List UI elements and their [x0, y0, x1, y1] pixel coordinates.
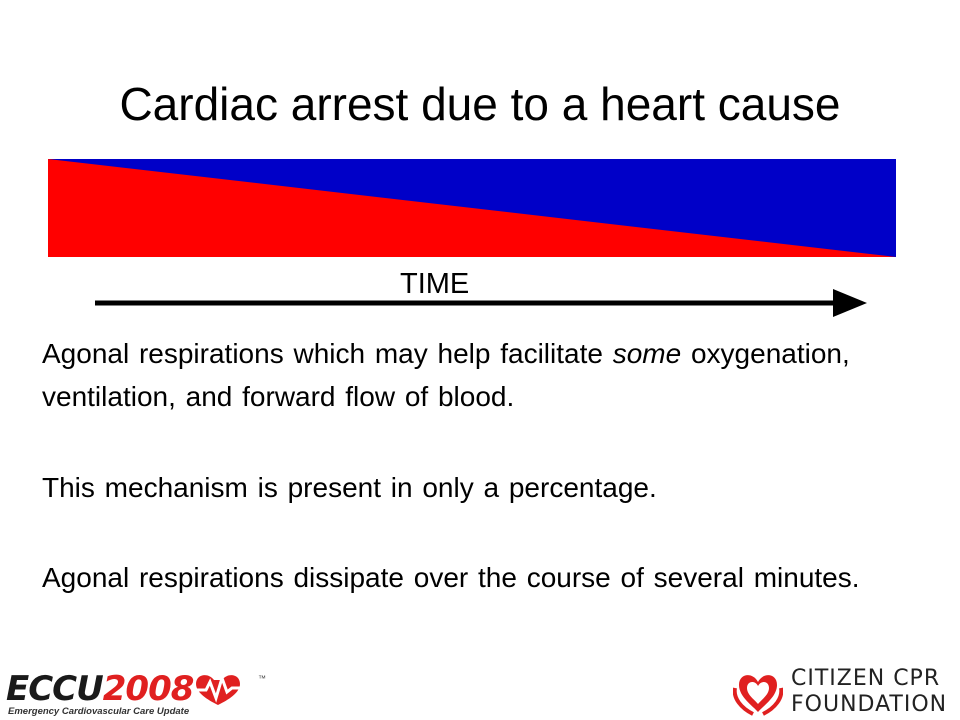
p1-text-b: oxygenation, ventilation, and forward flow of blood. — [42, 338, 850, 412]
eccu-2008-logo — [6, 670, 272, 720]
eccu-text: ECCU — [6, 669, 103, 709]
eccu-tagline: Emergency Cardiovascular Care Update — [8, 706, 190, 717]
red-blue-time-bar — [48, 159, 896, 257]
p1-text-a: Agonal respirations which may help facilitate — [42, 338, 613, 369]
p1-emphasis: some — [612, 338, 682, 369]
agonal-respirations-paragraph — [42, 332, 922, 418]
heart-pulse-icon — [192, 672, 260, 706]
time-label: TIME — [400, 268, 470, 300]
citizen-cpr-text: CITIZEN CPR — [791, 666, 941, 691]
hands-heart-icon — [733, 668, 783, 716]
mechanism-paragraph: This mechanism is present in only a percentage. — [42, 472, 657, 503]
time-arrow — [95, 288, 867, 318]
slide-title: Cardiac arrest due to a heart cause — [119, 78, 841, 130]
dissipate-paragraph: Agonal respirations dissipate over the course of several minutes. — [42, 562, 860, 593]
trademark-symbol: ™ — [258, 674, 266, 683]
eccu-wordmark — [6, 670, 193, 708]
eccu-year: 2008 — [102, 669, 194, 709]
citizen-cpr-foundation-logo — [733, 664, 955, 720]
foundation-text: FOUNDATION — [791, 692, 948, 717]
